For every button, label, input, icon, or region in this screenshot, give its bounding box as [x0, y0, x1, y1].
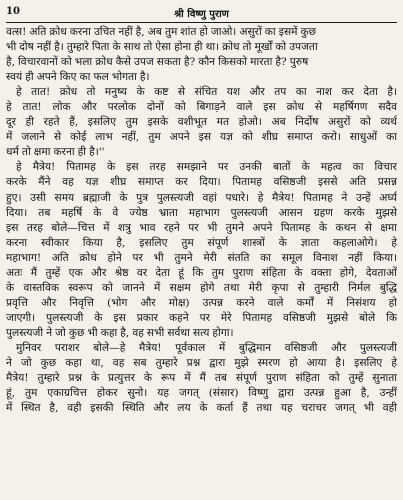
text-line: हे तात! लोक और परलोक दोनों को बिगाड़ने वाले इस क्रोध से महर्षिगण सदैव: [6, 101, 397, 114]
text-line: में स्थित है, वही इसकी स्थिति और लय के कर्ता हैं तथा यह चराचर जगत् भी वही: [6, 402, 397, 415]
text-line: भी दोष नहीं है। तुम्हारे पिता के साथ तो ऐसा होना ही था। क्रोध तो मूर्खों को उपजता: [6, 41, 318, 54]
text-line: अतः मैं तुम्हें एक और श्रेष्ठ वर देता हूं कि तुम पुराण संहिता के वक्ता होगे, देवताओं: [6, 266, 397, 279]
text-line: मुनिवर पराशर बोले—हे मैत्रेय! पूर्वकाल में बुद्धिमान वसिष्ठजी और पुलस्त्यजी: [16, 341, 397, 354]
text-line: वत्स! अति क्रोध करना उचित नहीं है, अब तुम शांत हो जाओ। असुरों का इसमें कुछ: [6, 26, 317, 38]
text-line: करना स्वीकार किया है, इसलिए तुम संपूर्ण शास्त्रों के ज्ञाता कहलाओगे। हे: [6, 236, 397, 249]
text-line: इस तरह बोले—चित्त में शत्रु भाव रहने पर भी तुमने अपने पितामह के कथन से क्षमा: [6, 221, 397, 234]
text-line: करके मैंने वह यज्ञ शीघ्र समाप्त कर दिया। पितामह वसिष्ठजी इससे अति प्रसन्न: [6, 176, 397, 189]
text-line: मैत्रेय! तुम्हारे प्रश्न के प्रत्युत्तर के रूप में मैं तब संपूर्ण पुराण संहिता को तुम्हें सुनाता: [6, 372, 397, 385]
text-line: प्रवृत्ति और निवृत्ति (भोग और मोक्ष) उत्पन्न करने वाले कर्मों में निसंशय हो: [6, 296, 397, 309]
text-line: स्वयं ही अपने किए का फल भोगता है।: [6, 71, 150, 84]
running-title: श्री विष्णु पुराण: [174, 9, 229, 20]
paragraph: [6, 341, 397, 416]
paragraph: [6, 85, 397, 160]
text-line: हे मैत्रेय! पितामह के इस तरह समझाने पर उनकी बातों के महत्व का विचार: [16, 161, 397, 174]
text-line: हे तात! क्रोध तो मनुष्य के कष्ट से संचित यश और तप का नाश कर देता है।: [16, 86, 397, 99]
page-header: [6, 6, 397, 23]
text-line: पुलस्त्यजी ने जो कुछ भी कहा है, वह सभी सर्वथा सत्य होगा।: [6, 326, 234, 339]
page-number: 10: [6, 6, 20, 17]
text-line: में जलाने से कोई लाभ नहीं, तुम अपने इस यज्ञ को शीघ्र समाप्त करो। साधुओं का: [6, 131, 397, 144]
text-line: दूर ही रहते हैं, इसलिए तुम इसके वशीभूत मत होओ। अब निर्दोष असुरों को व्यर्थ: [6, 116, 397, 129]
text-line: हूं, तुम एकाग्रचित्त होकर सुनो। यह जगत् (संसार) विष्णु द्वारा उत्पन्न हुआ है, उन्हीं: [6, 387, 397, 400]
text-line: महाभाग! अति क्रोध होने पर भी तुमने मेरी संतति का समूल विनाश नहीं किया।: [6, 251, 397, 264]
paragraph: [6, 25, 397, 85]
text-line: जाएगी। पुलस्त्यजी के इस प्रकार कहने पर मेरे पितामह वसिष्ठजी मुझसे बोले कि: [6, 311, 397, 324]
text-line: दिया। तब महर्षि के वे ज्येष्ठ भ्राता महाभाग पुलस्त्यजी आसन ग्रहण करके मुझसे: [6, 206, 397, 219]
text-line: ने जो कुछ कहा था, वह सब तुम्हारे प्रश्न द्वारा मुझे स्मरण हो आया है। इसलिए हे: [6, 357, 397, 370]
text-line: धर्म तो क्षमा करना ही है।'': [6, 146, 105, 159]
page-body: [6, 25, 397, 416]
text-line: है, विचारवानों को भला क्रोध कैसे उपज सकता है? कौन किसको मारता है? पुरुष: [6, 56, 309, 69]
text-line: के वास्तविक स्वरूप को जानने में सक्षम होगे तथा मेरी कृपा से तुम्हारी निर्मल बुद्धि: [6, 281, 397, 294]
paragraph: [6, 160, 397, 341]
text-line: हुए। उसी समय ब्रह्माजी के पुत्र पुलस्त्यजी वहां पधारे। हे मैत्रेय! पितामह ने उन्हें अर्घ्य: [6, 191, 397, 204]
